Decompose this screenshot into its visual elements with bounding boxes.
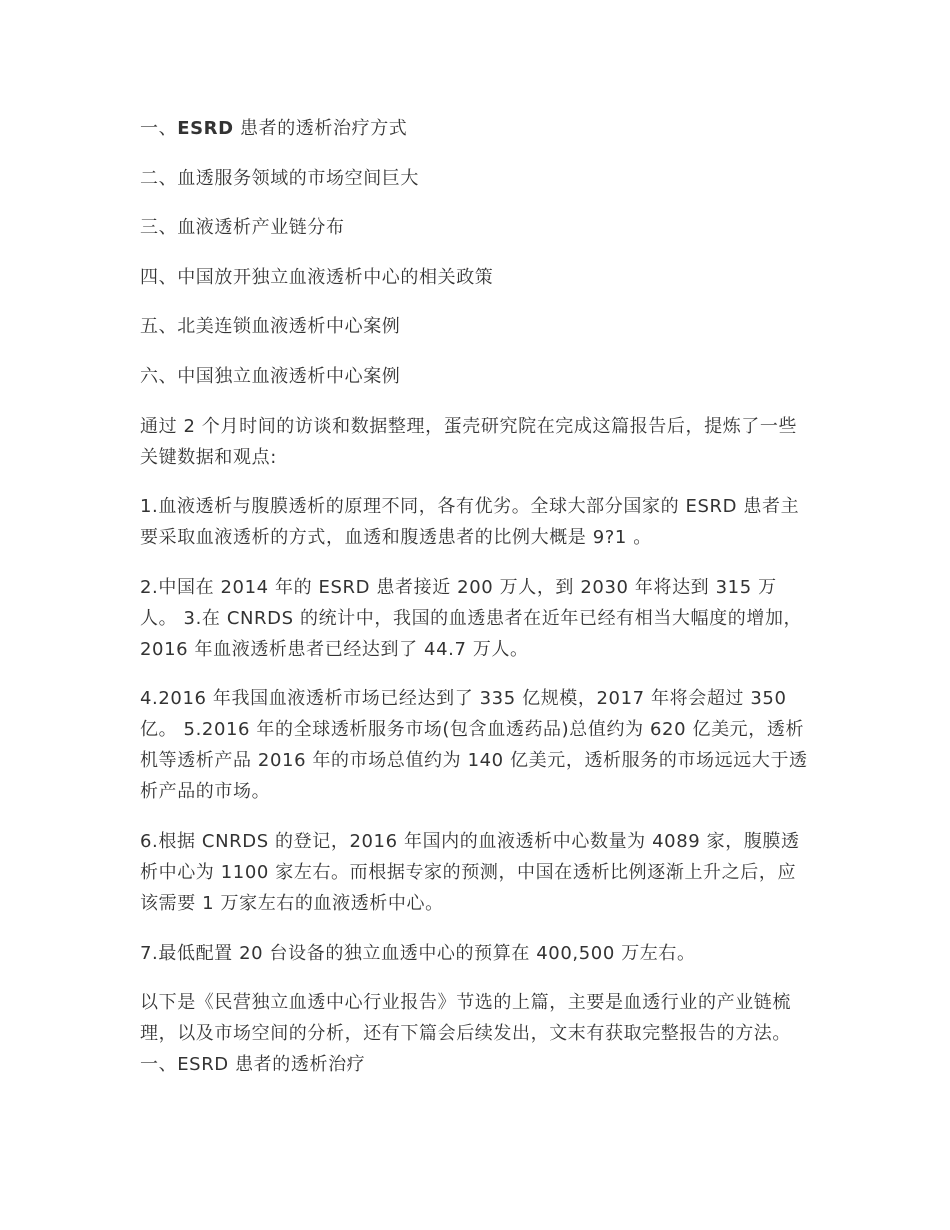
toc-item-prefix: 三、 bbox=[140, 217, 178, 239]
toc-item-4 bbox=[140, 262, 812, 293]
toc-item-text: 血透服务领域的市场空间巨大 bbox=[177, 167, 420, 189]
toc-item-1 bbox=[140, 113, 812, 144]
toc-item-text: 中国独立血液透析中心案例 bbox=[177, 365, 401, 387]
key-point-1: 1.血液透析与腹膜透析的原理不同，各有优劣。全球大部分国家的 ESRD 患者主要采取血液透析的方式，血透和腹透患者的比例大概是 9?1 。 bbox=[140, 496, 800, 549]
toc-item-prefix: 四、 bbox=[140, 266, 178, 288]
toc-item-prefix: 六、 bbox=[140, 365, 178, 387]
toc-item-5 bbox=[140, 311, 812, 342]
key-point-2-3: 2.中国在 2014 年的 ESRD 患者接近 200 万人，到 2030 年将达到 315 万人。 3.在 CNRDS 的统计中，我国的血透患者在近年已经有相当大幅度的增加，2016 年血液透析患者已经达到了 44.7 万人。 bbox=[140, 576, 803, 660]
key-point-6: 6.根据 CNRDS 的登记，2016 年国内的血液透析中心数量为 4089 家，腹膜透析中心为 1100 家左右。而根据专家的预测，中国在透析比例逐渐上升之后，应该需要 1 万家左右的血液透析中心。 bbox=[140, 830, 800, 914]
toc-item-emphasis: ESRD bbox=[177, 118, 234, 139]
toc-item-text: 北美连锁血液透析中心案例 bbox=[177, 316, 401, 338]
toc-item-text: 血液透析产业链分布 bbox=[177, 217, 345, 239]
key-point-4-5: 4.2016 年我国血液透析市场已经达到了 335 亿规模，2017 年将会超过 350 亿。 5.2016 年的全球透析服务市场(包含血透药品)总值约为 620 亿美元，透析机等透析产品 2016 年的市场总值约为 140 亿美元，透析服务的市场远远大于透析产品的市场。 bbox=[140, 688, 808, 803]
document-body bbox=[140, 113, 812, 1099]
toc-item-prefix: 二、 bbox=[140, 167, 178, 189]
key-point-7: 7.最低配置 20 台设备的独立血透中心的预算在 400,500 万左右。 bbox=[140, 942, 696, 964]
toc-item-6 bbox=[140, 361, 812, 392]
toc-item-2 bbox=[140, 163, 812, 194]
toc-item-text: 患者的透析治疗方式 bbox=[233, 118, 408, 139]
toc-item-3 bbox=[140, 212, 812, 243]
intro-paragraph: 通过 2 个月时间的访谈和数据整理，蛋壳研究院在完成这篇报告后，提炼了一些关键数据和观点: bbox=[140, 415, 798, 468]
toc-item-prefix: 五、 bbox=[140, 316, 178, 338]
toc-item-prefix: 一、 bbox=[140, 118, 178, 139]
closing-paragraph: 以下是《民营独立血透中心行业报告》节选的上篇，主要是血透行业的产业链梳理，以及市场空间的分析，还有下篇会后续发出，文末有获取完整报告的方法。 一、ESRD 患者的透析治疗 bbox=[140, 992, 791, 1076]
toc-item-text: 中国放开独立血液透析中心的相关政策 bbox=[177, 266, 494, 288]
